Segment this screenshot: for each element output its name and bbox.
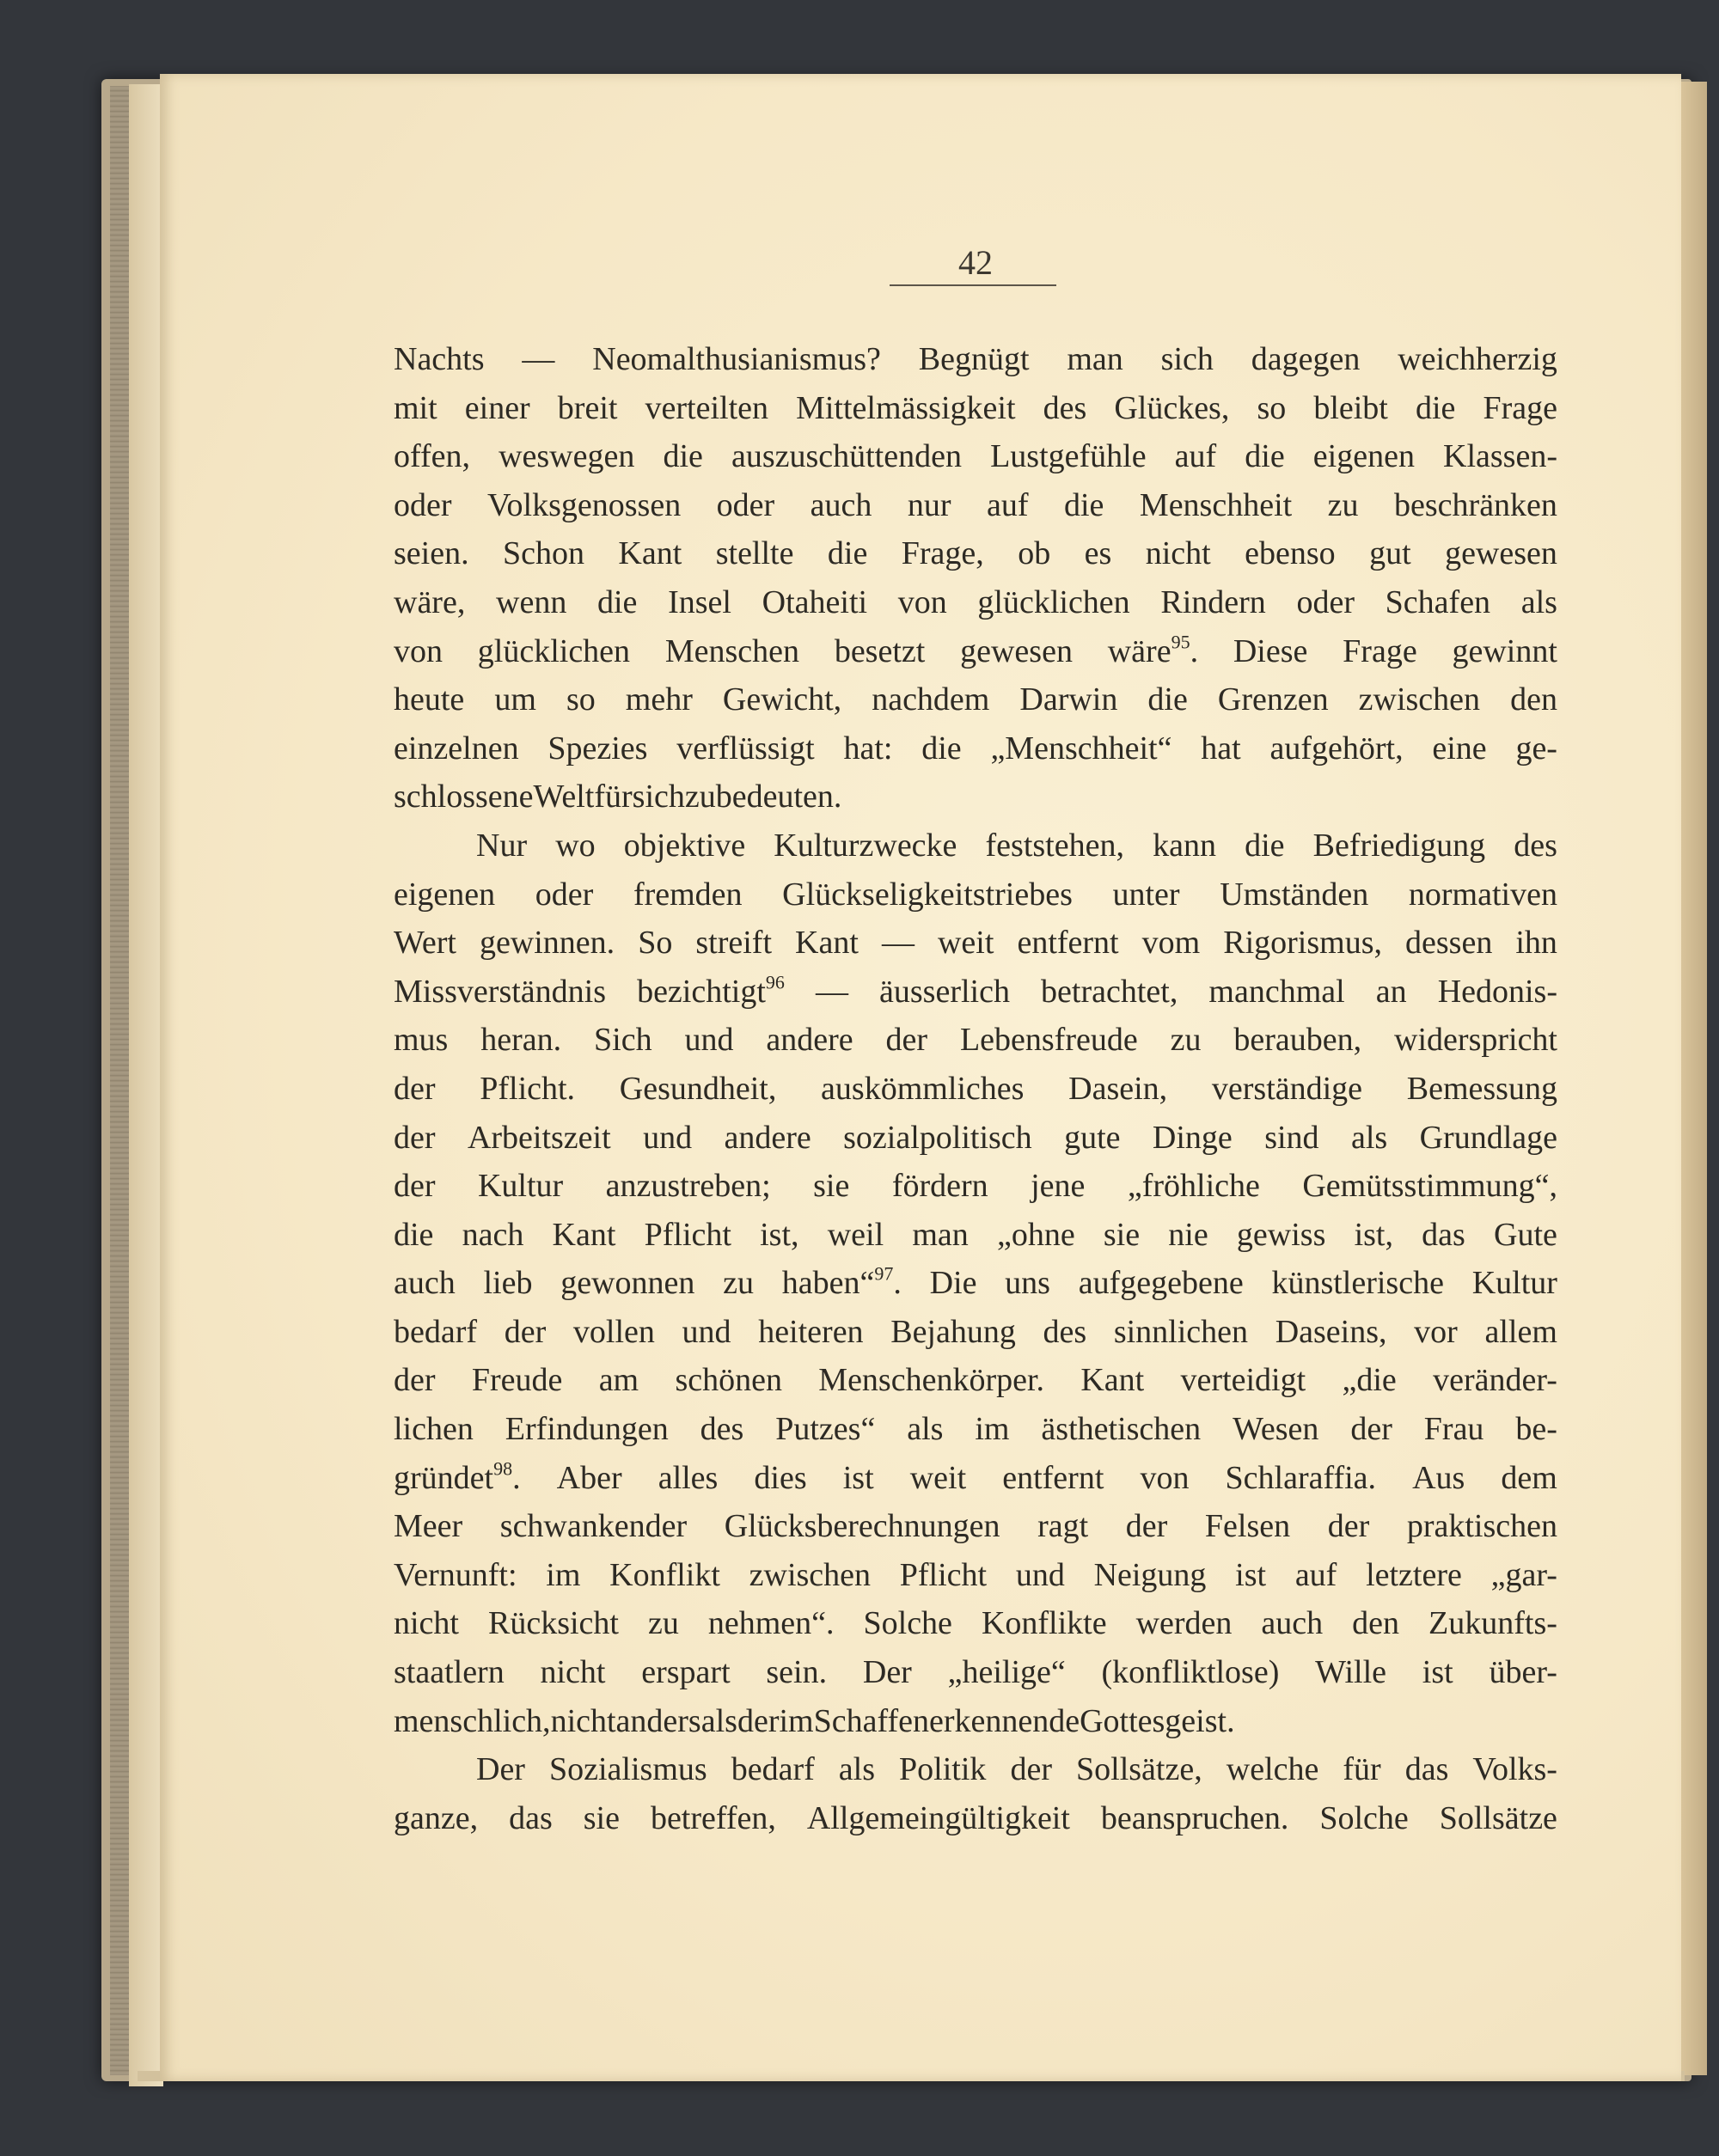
text-line: der Freude am schönen Menschenkörper. Kant verteidigt „die veränder-: [394, 1362, 1557, 1399]
text-line: schlossene Welt für sich zu bedeuten.: [394, 779, 842, 815]
text-line: einzelnen Spezies verflüssigt hat: die „Menschheit“ hat aufgehört, eine ge-: [394, 730, 1557, 767]
text-line: menschlich, nicht anders als der im Schaffen erkennende Gottesgeist.: [394, 1702, 1235, 1739]
text-line: lichen Erfindungen des Putzes“ als im ästhetischen Wesen der Frau be-: [394, 1411, 1557, 1448]
text-line: Meer schwankender Glücksberechnungen ragt der Felsen der praktischen: [394, 1508, 1557, 1545]
page-edges-right: [1681, 82, 1707, 2075]
text-line: staatlern nicht erspart sein. Der „heilige“ (konfliktlose) Wille ist über-: [394, 1654, 1557, 1691]
footnote-marker: 96: [765, 971, 785, 993]
text-line: von glücklichen Menschen besetzt gewesen wäre$^{95}$. Diese Frage gewinnt: [394, 631, 1557, 669]
text-line: seien. Schon Kant stellte die Frage, ob es nicht ebenso gut gewesen: [394, 535, 1557, 572]
footnote-marker: 98: [493, 1457, 513, 1480]
text-line: oder Volksgenossen oder auch nur auf die Menschheit zu beschränken: [394, 486, 1557, 523]
text-line: Missverständnis bezichtigt$^{96}$ — äusserlich betrachtet, manchmal an Hedonis-: [394, 971, 1557, 1010]
text-line: der Arbeitszeit und andere sozialpolitisch gute Dinge sind als Grundlage: [394, 1119, 1557, 1156]
text-line: eigenen oder fremden Glückseligkeitstriebes unter Umständen normativen: [394, 876, 1557, 913]
text-line: Wert gewinnen. So streift Kant — weit entfernt vom Rigorismus, dessen ihn: [394, 925, 1557, 962]
body-text: [394, 335, 1557, 1842]
text-line: auch lieb gewonnen zu haben“$^{97}$. Die uns aufgegebene künstlerische Kultur: [394, 1262, 1557, 1302]
text-line: der Pflicht. Gesundheit, auskömmliches Dasein, verständige Bemessung: [394, 1070, 1557, 1107]
text-line: gründet$^{98}$. Aber alles dies ist weit entfernt von Schlaraffia. Aus dem: [394, 1457, 1557, 1496]
page-number: 42: [958, 243, 993, 282]
text-line: die nach Kant Pflicht ist, weil man „ohne sie nie gewiss ist, das Gute: [394, 1216, 1557, 1253]
text-line: Der Sozialismus bedarf als Politik der Sollsätze, welche für das Volks-: [476, 1751, 1557, 1788]
text-line: Nachts — Neomalthusianismus? Begnügt man sich dagegen weichherzig: [394, 341, 1557, 377]
footnote-marker: 97: [874, 1262, 894, 1285]
text-line: bedarf der vollen und heiteren Bejahung des sinnlichen Daseins, vor allem: [394, 1313, 1557, 1350]
text-line: heute um so mehr Gewicht, nachdem Darwin die Grenzen zwischen den: [394, 681, 1557, 718]
page-edge-strip: [129, 84, 163, 2086]
text-line: Nur wo objektive Kulturzwecke feststehen, kann die Befriedigung des: [476, 827, 1557, 864]
page-number-rule: [890, 284, 1056, 286]
text-line: der Kultur anzustreben; sie fördern jene „fröhliche Gemütsstimmung“,: [394, 1168, 1557, 1205]
text-line: mit einer breit verteilten Mittelmässigkeit des Glückes, so bleibt die Frage: [394, 389, 1557, 426]
text-line: ganze, das sie betreffen, Allgemeingültigkeit beanspruchen. Solche Sollsätze: [394, 1799, 1557, 1836]
footnote-marker: 95: [1171, 631, 1190, 653]
text-line: mus heran. Sich und andere der Lebensfreude zu berauben, widerspricht: [394, 1022, 1557, 1059]
text-line: Vernunft: im Konflikt zwischen Pflicht und Neigung ist auf letztere „gar-: [394, 1556, 1557, 1593]
text-line: wäre, wenn die Insel Otaheiti von glücklichen Rindern oder Schafen als: [394, 583, 1557, 620]
text-line: offen, weswegen die auszuschüttenden Lustgefühle auf die eigenen Klassen-: [394, 438, 1557, 475]
text-line: nicht Rücksicht zu nehmen“. Solche Konflikte werden auch den Zukunfts-: [394, 1605, 1557, 1642]
